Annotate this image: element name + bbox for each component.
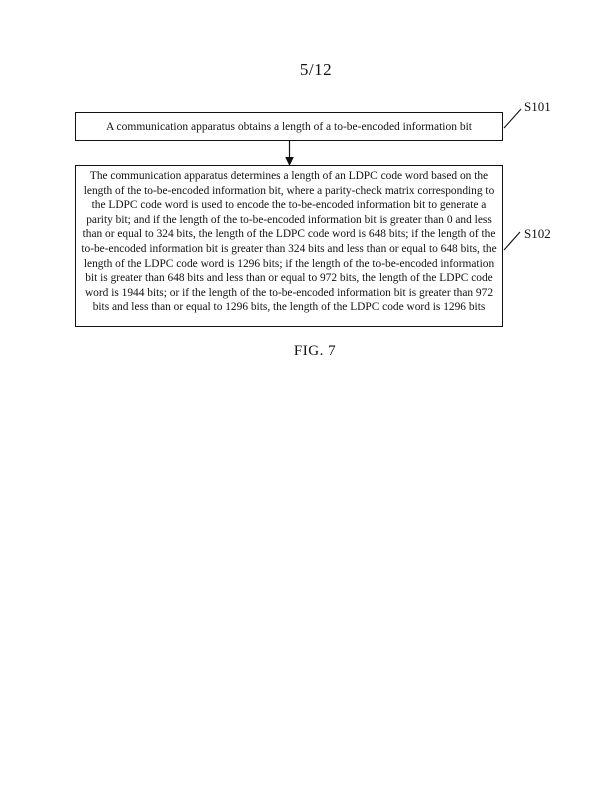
step2-leader-line — [504, 232, 520, 250]
step1-leader-line — [504, 109, 521, 128]
flowchart-step-determine-length-box — [75, 165, 503, 327]
flowchart-step-determine-length-text: The communication apparatus determines a length of an LDPC code word based on the length of the to-be-encoded information bit, where a parity-check matrix corresponding to the LDPC code word is used to encode the to-be-encoded information bit to generate a parity bit; and if the length of the to-be-encoded information bit is greater than 0 and less than or equal to 324 bits, the length of the LDPC code word is 648 bits; if the length of the to-be-encoded information bit is greater than 324 bits and less than or equal to 648 bits, the length of the LDPC code word is 1296 bits; if the length of the to-be-encoded information bit is greater than 648 bits and less than or equal to 972 bits, the length of the LDPC code word is 1944 bits; or if the length of the to-be-encoded information bit is greater than 972 bits and less than or equal to 1296 bits, the length of the LDPC code word is 1296 bits — [81, 170, 497, 314]
sheet-number: 5/12 — [299, 60, 333, 79]
figure-caption: FIG. 7 — [293, 343, 337, 359]
flowchart-step-obtain-length-text: A communication apparatus obtains a length of a to-be-encoded information bit — [106, 120, 472, 133]
step-label-s101: S101 — [524, 99, 551, 114]
flowchart-step-obtain-length-box — [75, 112, 503, 141]
step-label-s102: S102 — [524, 226, 551, 241]
